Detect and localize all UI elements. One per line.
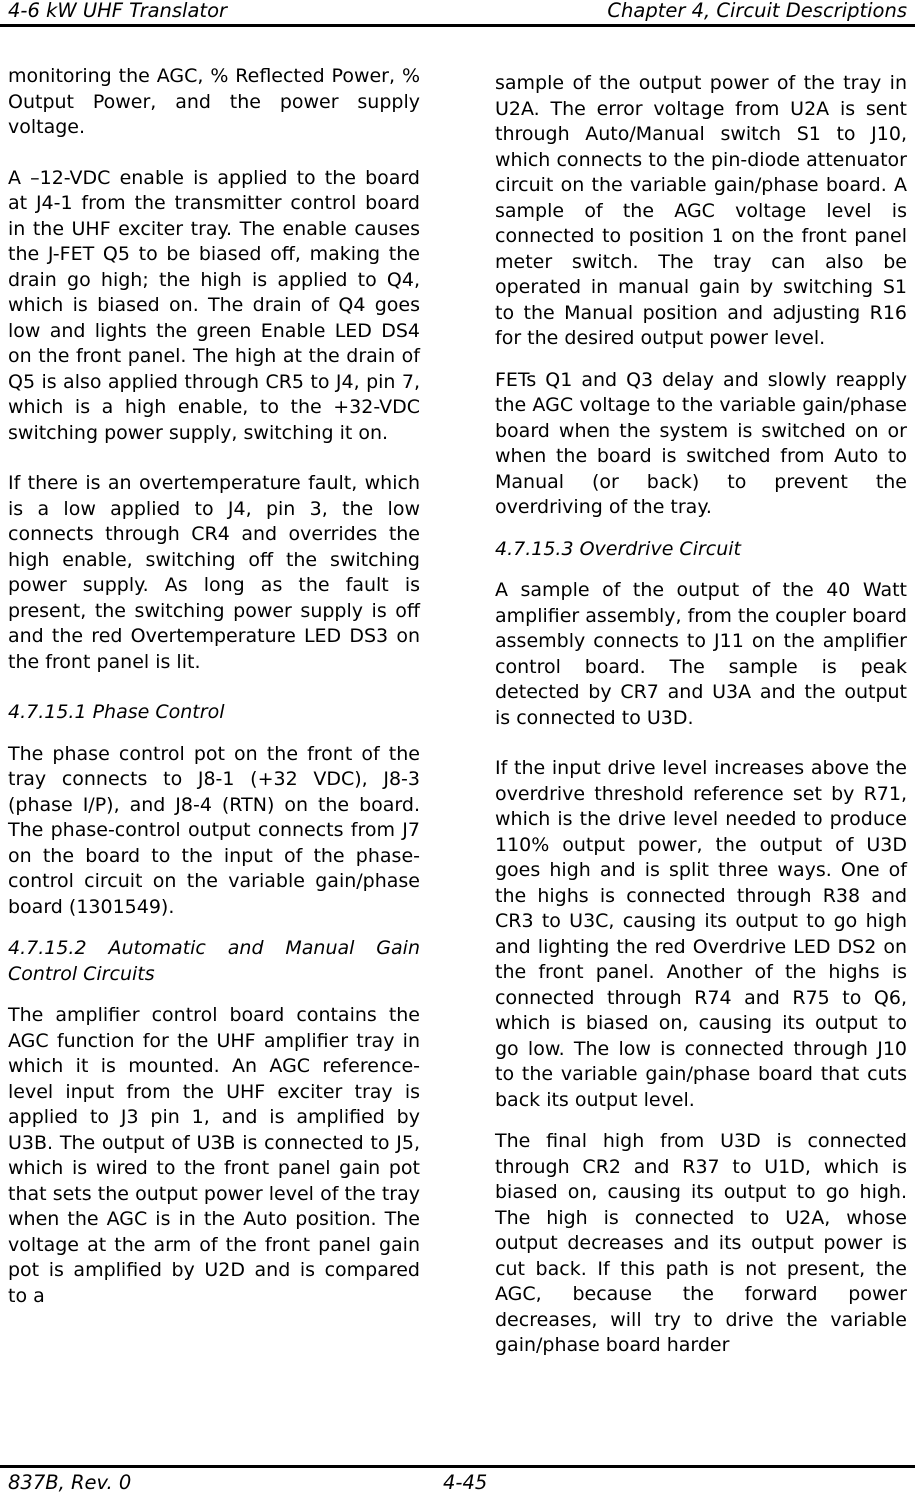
- paragraph: A sample of the output of the 40 Watt amplifier assembly, from the coupler board assembly connects to J11 on the amplifier control board. The sample is peak detected by CR7 and U3A and the output is connected to U3D.: [495, 579, 907, 729]
- section-heading: 4.7.15.1 Phase Control: [8, 701, 225, 723]
- paragraph: If the input drive level increases above the overdrive threshold reference set by R71, which is the drive level needed to produce 110% output power, the output of U3D goes high and is split three ways. One of the highs is connected through R38 and CR3 to U3C, causing its output to go high and lighting the red Overdrive LED DS2 on the front panel. Another of the highs is connected through R74 and R75 to Q6, which is biased on, causing its output to go low. The low is connected through J10 to the variable gain/phase board that cuts back its output level.: [495, 757, 907, 1111]
- left-column: [8, 64, 420, 1309]
- section-heading: 4.7.15.3 Overdrive Circuit: [495, 537, 741, 560]
- header-rule: [0, 24, 915, 27]
- paragraph: monitoring the AGC, % Reflected Power, % Output Power, and the power supply voltage.: [8, 65, 420, 138]
- header-title: 4-6 kW UHF Translator: [8, 0, 228, 22]
- page-number: 4-45: [443, 1471, 488, 1494]
- paragraph: The amplifier control board contains the AGC function for the UHF amplifier tray in which it is mounted. An AGC reference-level input from the UHF exciter tray is applied to J3 pin 1, and is amplified by U3B. The output of U3B is connected to J5, which is wired to the front panel gain pot that sets the output power level of the tray when the AGC is in the Auto position. The voltage at the arm of the front panel gain pot is amplified by U2D and is compared to a: [8, 1004, 420, 1307]
- paragraph: If there is an overtemperature fault, which is a low applied to J4, pin 3, the low connects through CR4 and overrides the high enable, switching off the switching power supply. As long as the fault is present, the switching power supply is off and the red Overtemperature LED DS3 on the front panel is lit.: [8, 472, 420, 673]
- right-column: [495, 71, 907, 1359]
- paragraph: The final high from U3D is connected through CR2 and R37 to U1D, which is biased on, causing its output to go high. The high is connected to U2A, whose output decreases and its output power is cut back. If this path is not present, the AGC, because the forward power decreases, will try to drive the variable gain/phase board harder: [495, 1130, 907, 1356]
- header-chapter: Chapter 4, Circuit Descriptions: [607, 0, 907, 22]
- footer-rule: [0, 1465, 915, 1468]
- footer-doc-id: 837B, Rev. 0: [8, 1471, 132, 1494]
- paragraph: sample of the output power of the tray in U2A. The error voltage from U2A is sent through Auto/Manual switch S1 to J10, which connects to the pin-diode attenuator circuit on the variable gain/phase board. A sample of the AGC voltage level is connected to position 1 on the front panel meter switch. The tray can also be operated in manual gain by switching S1 to the Manual position and adjusting R16 for the desired output power level.: [495, 72, 907, 349]
- paragraph: A –12-VDC enable is applied to the board at J4-1 from the transmitter control board in the UHF exciter tray. The enable causes the J-FET Q5 to be biased off, making the drain go high; the high is applied to Q4, which is biased on. The drain of Q4 goes low and lights the green Enable LED DS4 on the front panel. The high at the drain of Q5 is also applied through CR5 to J4, pin 7, which is a high enable, to the +32-VDC switching power supply, switching it on.: [8, 166, 420, 444]
- paragraph: FETs Q1 and Q3 delay and slowly reapply the AGC voltage to the variable gain/phase board when the system is switched on or when the board is switched from Auto to Manual (or back) to prevent the overdriving of the tray.: [495, 368, 907, 518]
- paragraph: The phase control pot on the front of the tray connects to J8-1 (+32 VDC), J8-3 (phase I/P), and J8-4 (RTN) on the board. The phase-control output connects from J7 on the board to the input of the phase-control circuit on the variable gain/phase board (1301549).: [8, 742, 420, 918]
- section-heading: 4.7.15.2 Automatic and Manual Gain Control Circuits: [8, 937, 420, 985]
